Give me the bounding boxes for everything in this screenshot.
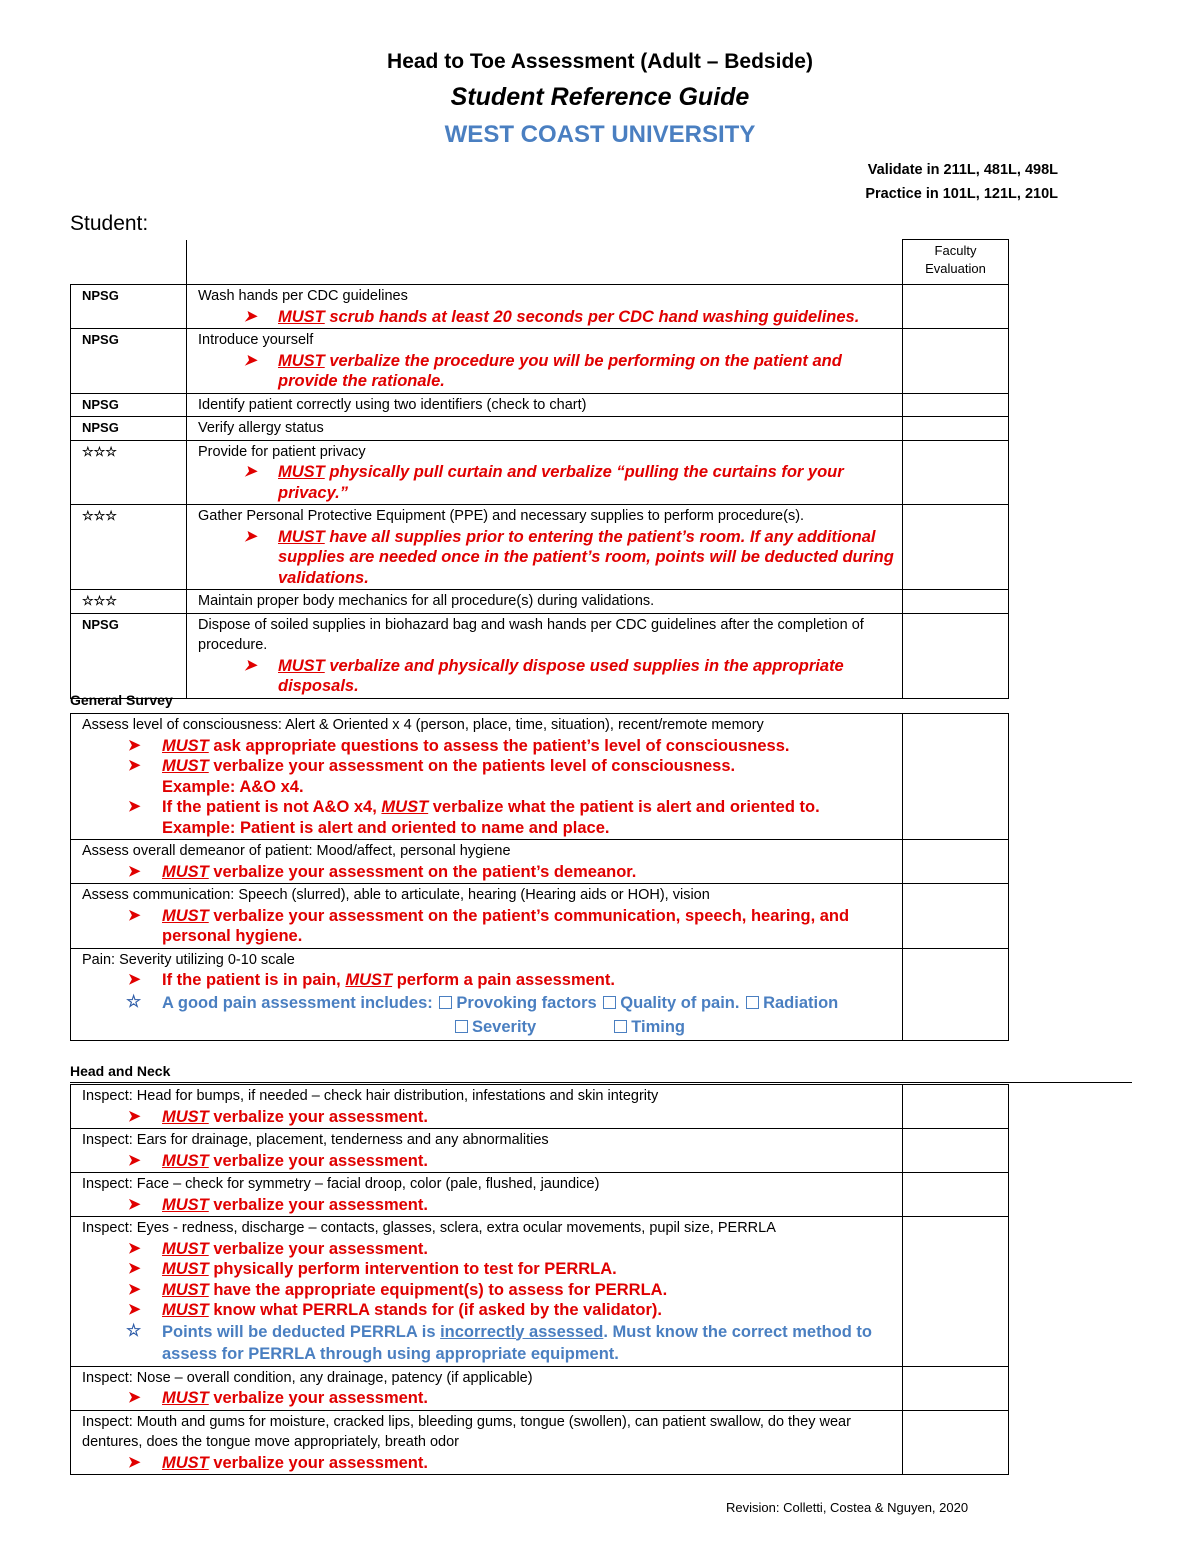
row-text: Inspect: Head for bumps, if needed – check hair distribution, infestations and skin integrity (82, 1088, 659, 1104)
arrow-icon: ➤ (128, 1239, 141, 1257)
row-text: Inspect: Mouth and gums for moisture, cracked lips, bleeding gums, tongue (swollen), can patient swallow, do they wear dentures, does the tongue move appropriately, breath odor (82, 1413, 851, 1450)
checkbox-icon (603, 996, 616, 1009)
bullet-text: scrub hands at least 20 seconds per CDC hand washing guidelines. (324, 307, 860, 326)
row-code: NPSG (71, 613, 187, 698)
checkbox-icon (746, 996, 759, 1009)
table-row (71, 440, 1009, 505)
must-label: MUST (162, 862, 209, 881)
must-label: MUST (278, 656, 325, 675)
faculty-evaluation-cell[interactable] (903, 590, 1009, 614)
row-code: NPSG (71, 285, 187, 329)
faculty-evaluation-cell[interactable] (903, 948, 1009, 1040)
row-text: Inspect: Ears for drainage, placement, tenderness and any abnormalities (82, 1132, 549, 1148)
bullet-text: know what PERRLA stands for (if asked by the validator). (208, 1301, 662, 1319)
arrow-icon: ➤ (128, 1389, 141, 1406)
bullet-text: If the patient is in pain, (162, 971, 346, 989)
bullet-text: ask appropriate questions to assess the patient’s level of consciousness. (208, 736, 790, 755)
arrow-icon: ➤ (128, 757, 141, 774)
row-code: NPSG (71, 417, 187, 441)
pain-option: Severity (472, 1017, 537, 1036)
table-row (71, 417, 1009, 441)
faculty-evaluation-cell[interactable] (903, 440, 1009, 505)
bullet-text: verbalize your assessment. (208, 1151, 428, 1170)
faculty-evaluation-cell[interactable] (903, 1366, 1009, 1410)
bullet-text: verbalize your assessment. (208, 1453, 428, 1472)
must-label: MUST (162, 1151, 209, 1170)
bullet-text: Example: A&O x4. (162, 777, 304, 796)
section-heading-general-survey: General Survey (70, 692, 173, 708)
bullet-text: verbalize and physically dispose used supplies in the appropriate disposals. (278, 656, 844, 695)
arrow-icon: ➤ (128, 1301, 141, 1318)
row-text: Assess overall demeanor of patient: Mood/affect, personal hygiene (82, 843, 511, 859)
table-row (71, 613, 1009, 698)
arrow-icon: ➤ (128, 1151, 141, 1169)
faculty-evaluation-cell[interactable] (903, 329, 1009, 394)
row-text: Dispose of soiled supplies in biohazard bag and wash hands per CDC guidelines after the completion of procedure. (198, 616, 864, 653)
faculty-evaluation-cell[interactable] (903, 505, 1009, 590)
faculty-evaluation-cell[interactable] (903, 714, 1009, 840)
bullet-text: verbalize your assessment on the patient’s demeanor. (208, 862, 637, 881)
faculty-evaluation-header: Faculty Evaluation (903, 240, 1009, 285)
row-text: Provide for patient privacy (198, 443, 366, 460)
table-row (71, 285, 1009, 329)
must-label: MUST (162, 1389, 209, 1407)
checkbox-icon (439, 996, 452, 1009)
table-row (71, 1085, 1009, 1129)
faculty-evaluation-cell[interactable] (903, 1173, 1009, 1217)
document-title: Head to Toe Assessment (Adult – Bedside) (387, 50, 813, 73)
row-text: Verify allergy status (187, 417, 903, 441)
must-label: MUST (381, 798, 429, 816)
faculty-evaluation-cell[interactable] (903, 417, 1009, 441)
arrow-icon: ➤ (128, 736, 141, 754)
must-label: MUST (162, 1195, 209, 1214)
bullet-text: verbalize your assessment. (208, 1239, 428, 1258)
arrow-icon: ➤ (128, 1260, 141, 1277)
must-label: MUST (162, 736, 209, 755)
bullet-text: verbalize your assessment on the patient’s communication, speech, hearing, and personal hygiene. (162, 906, 850, 945)
row-text: Gather Personal Protective Equipment (PPE) and necessary supplies to perform procedure(s). (198, 508, 805, 524)
arrow-icon: ➤ (128, 798, 141, 815)
must-label: MUST (162, 1280, 209, 1299)
table-row (71, 1410, 1009, 1475)
student-label: Student: (70, 212, 149, 235)
row-text: Pain: Severity utilizing 0-10 scale (82, 951, 295, 968)
arrow-icon: ➤ (128, 971, 141, 988)
faculty-evaluation-cell[interactable] (903, 840, 1009, 884)
bullet-text: verbalize your assessment. (208, 1195, 428, 1214)
checkbox-icon (455, 1020, 468, 1033)
perrla-note: incorrectly assessed (440, 1322, 604, 1341)
row-code: NPSG (71, 393, 187, 417)
bullet-text: verbalize your assessment. (208, 1389, 428, 1407)
faculty-evaluation-cell[interactable] (903, 613, 1009, 698)
perrla-note: Points will be deducted PERRLA is (162, 1322, 441, 1341)
faculty-evaluation-cell[interactable] (903, 1217, 1009, 1367)
table-row (71, 393, 1009, 417)
row-code: ☆☆☆ (71, 440, 187, 505)
pain-option: Provoking factors (456, 993, 597, 1012)
table-row (71, 1217, 1009, 1367)
bullet-text: verbalize your assessment on the patients level of consciousness. (208, 757, 736, 775)
safety-table (70, 239, 1009, 699)
table-row (71, 948, 1009, 1040)
row-code: ☆☆☆ (71, 590, 187, 614)
must-label: MUST (278, 351, 325, 370)
star-icon: ☆ (126, 991, 142, 1011)
bullet-text: verbalize the procedure you will be performing on the patient and provide the rationale. (278, 351, 842, 390)
arrow-icon: ➤ (128, 1107, 141, 1125)
general-survey-table (70, 713, 1009, 1041)
arrow-icon: ➤ (244, 463, 257, 480)
bullet-text: verbalize what the patient is alert and oriented to. (428, 798, 820, 816)
arrow-icon: ➤ (128, 906, 141, 924)
must-label: MUST (278, 307, 325, 326)
checkbox-icon (614, 1020, 627, 1033)
faculty-evaluation-cell[interactable] (903, 884, 1009, 949)
pain-option: Timing (631, 1017, 685, 1036)
validate-courses: Validate in 211L, 481L, 498L (867, 162, 1058, 178)
table-row (71, 505, 1009, 590)
must-label: MUST (162, 1453, 209, 1472)
section-heading-head-and-neck: Head and Neck (70, 1063, 171, 1079)
faculty-evaluation-cell[interactable] (903, 1085, 1009, 1129)
faculty-evaluation-cell[interactable] (903, 1410, 1009, 1475)
arrow-icon: ➤ (244, 351, 257, 369)
bullet-text: have all supplies prior to entering the patient’s room. If any additional supplies are needed once in the patient’s room, points will be deducted during validations. (278, 527, 894, 587)
faculty-evaluation-cell[interactable] (903, 393, 1009, 417)
perrla-note: . Must know the correct method to assess for PERRLA through using appropriate equipment. (162, 1322, 872, 1363)
row-code: ☆☆☆ (71, 505, 187, 590)
pain-assessment-note: A good pain assessment includes: (162, 993, 433, 1012)
arrow-icon: ➤ (244, 527, 257, 545)
arrow-icon: ➤ (128, 1195, 141, 1213)
row-text: Inspect: Eyes - redness, discharge – contacts, glasses, sclera, extra ocular movements, pupil size, PERRLA (82, 1220, 776, 1236)
bullet-text: Example: Patient is alert and oriented to name and place. (162, 818, 610, 837)
must-label: MUST (162, 1107, 209, 1126)
row-text: Inspect: Face – check for symmetry – facial droop, color (pale, flushed, jaundice) (82, 1176, 600, 1192)
table-row (71, 840, 1009, 884)
row-text: Identify patient correctly using two identifiers (check to chart) (187, 393, 903, 417)
head-and-neck-table (70, 1084, 1009, 1475)
table-row (71, 1366, 1009, 1410)
table-row (71, 329, 1009, 394)
row-code: NPSG (71, 329, 187, 394)
must-label: MUST (162, 1260, 209, 1278)
faculty-evaluation-cell[interactable] (903, 1129, 1009, 1173)
row-text: Introduce yourself (198, 332, 314, 348)
faculty-evaluation-cell[interactable] (903, 285, 1009, 329)
bullet-text: perform a pain assessment. (392, 971, 615, 989)
must-label: MUST (345, 971, 393, 989)
bullet-text: If the patient is not A&O x4, (162, 798, 382, 816)
row-text: Inspect: Nose – overall condition, any drainage, patency (if applicable) (82, 1369, 533, 1386)
arrow-icon: ➤ (244, 307, 257, 325)
table-row (71, 1173, 1009, 1217)
arrow-icon: ➤ (128, 1453, 141, 1471)
document-subtitle: Student Reference Guide (450, 83, 750, 111)
row-text: Wash hands per CDC guidelines (198, 288, 408, 304)
table-row (71, 1129, 1009, 1173)
practice-courses: Practice in 101L, 121L, 210L (865, 186, 1058, 202)
must-label: MUST (162, 906, 209, 925)
bullet-text: have the appropriate equipment(s) to assess for PERRLA. (208, 1280, 668, 1299)
row-text: Maintain proper body mechanics for all procedure(s) during validations. (187, 590, 903, 614)
table-row (71, 590, 1009, 614)
must-label: MUST (162, 757, 209, 775)
must-label: MUST (162, 1301, 209, 1319)
blank-cell (71, 240, 187, 285)
arrow-icon: ➤ (244, 656, 257, 674)
star-icon: ☆ (126, 1320, 142, 1340)
must-label: MUST (278, 463, 325, 481)
revision-footer: Revision: Colletti, Costea & Nguyen, 2020 (726, 1500, 969, 1515)
table-row (71, 884, 1009, 949)
university-name: WEST COAST UNIVERSITY (444, 121, 756, 148)
section-divider (70, 1082, 1132, 1083)
blank-cell (187, 240, 903, 285)
bullet-text: physically pull curtain and verbalize “pulling the curtains for your privacy.” (278, 463, 844, 502)
must-label: MUST (278, 527, 325, 546)
table-row (71, 714, 1009, 840)
arrow-icon: ➤ (128, 862, 141, 880)
bullet-text: verbalize your assessment. (208, 1107, 428, 1126)
bullet-text: physically perform intervention to test for PERRLA. (208, 1260, 617, 1278)
pain-option: Radiation (763, 993, 839, 1012)
must-label: MUST (162, 1239, 209, 1258)
arrow-icon: ➤ (128, 1280, 141, 1298)
row-text: Assess communication: Speech (slurred), able to articulate, hearing (Hearing aids or HOH), vision (82, 887, 710, 903)
row-text: Assess level of consciousness: Alert & Oriented x 4 (person, place, time, situation), recent/remote memory (82, 717, 764, 733)
pain-option: Quality of pain. (620, 993, 740, 1012)
